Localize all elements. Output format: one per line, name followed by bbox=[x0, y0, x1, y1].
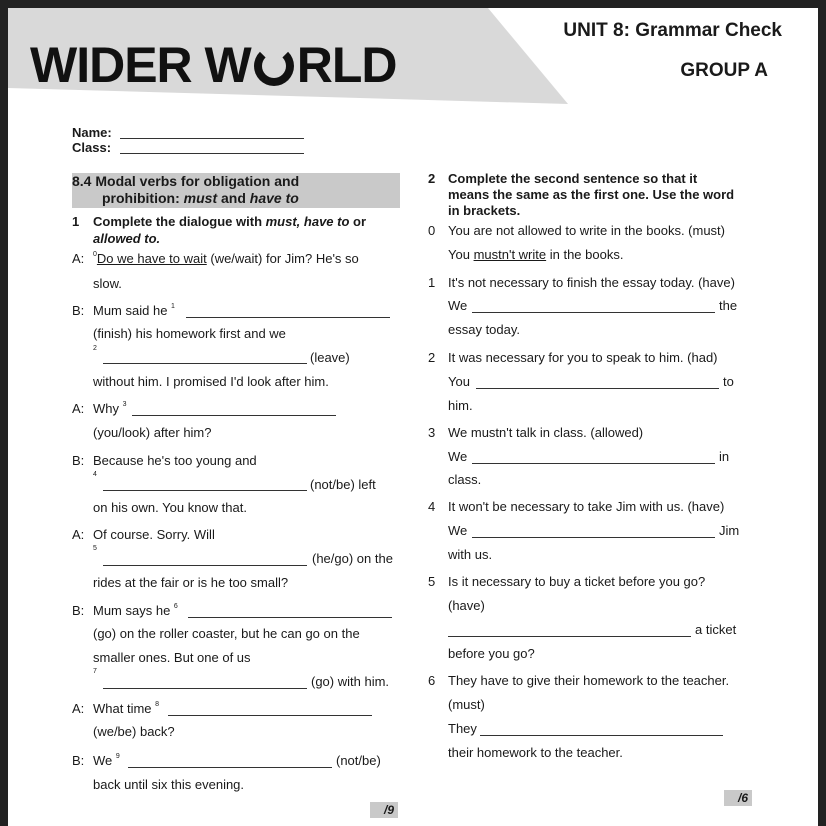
ex2-item-5-number: 5 bbox=[428, 574, 436, 589]
ex1-blank-3[interactable] bbox=[132, 403, 336, 416]
ex1-blank-1[interactable] bbox=[186, 305, 390, 318]
ex1-line-4: Because he's too young and bbox=[93, 453, 257, 468]
ex1-sup-4: 4 bbox=[93, 471, 97, 478]
speaker-b: B: bbox=[72, 603, 85, 618]
ex1-line-1-cont: (finish) his homework first and we bbox=[93, 326, 286, 341]
wider-world-logo: WIDER W RLD bbox=[30, 37, 397, 93]
ex2-item-1-pre: We bbox=[448, 298, 468, 313]
ex2-item-2-cont: him. bbox=[448, 398, 473, 413]
ex2-blank-4[interactable] bbox=[472, 525, 715, 538]
ex2-item-3-pre: We bbox=[448, 449, 468, 464]
ex2-item-4-number: 4 bbox=[428, 499, 436, 514]
ex2-item-5-post: a ticket bbox=[695, 622, 737, 637]
ex1-line-0: $^0$Do we have to wait (we/wait) for Jim? He's so bbox=[93, 251, 359, 266]
ex2-item-6-text2: (must) bbox=[448, 697, 485, 712]
speaker-a: A: bbox=[72, 401, 85, 416]
speaker-b: B: bbox=[72, 753, 85, 768]
speaker-b: B: bbox=[72, 303, 85, 318]
ex1-line-0-cont: slow. bbox=[93, 276, 122, 291]
ex1-number: 1 bbox=[72, 214, 80, 229]
speaker-a: A: bbox=[72, 701, 85, 716]
ex2-item-0-number: 0 bbox=[428, 223, 436, 238]
logo-o-ring-icon bbox=[254, 46, 294, 86]
ex2-blank-6[interactable] bbox=[480, 723, 723, 736]
ex1-hint-4: (not/be) left bbox=[310, 477, 376, 492]
ex1-hint-7: (go) with him. bbox=[311, 674, 390, 689]
speaker-b: B: bbox=[72, 453, 85, 468]
ex2-item-4-post: Jim bbox=[719, 523, 740, 538]
ex2-blank-3[interactable] bbox=[472, 451, 715, 464]
ex1-blank-5[interactable] bbox=[103, 553, 307, 566]
ex2-item-2-number: 2 bbox=[428, 350, 436, 365]
ex1-sup-2: 2 bbox=[93, 345, 97, 352]
ex2-item-1-text: It's not necessary to finish the essay today. (have) bbox=[448, 275, 735, 290]
ex1-line-1: Mum said he $^1$ bbox=[93, 303, 175, 318]
ex2-item-3-post: in bbox=[719, 449, 730, 464]
ex2-instruction-line3: in brackets. bbox=[448, 203, 521, 218]
ex1-line-3-cont: (you/look) after him? bbox=[93, 425, 212, 440]
ex2-instruction-line2: means the same as the first one. Use the word bbox=[448, 187, 735, 202]
name-field[interactable] bbox=[120, 126, 304, 139]
ex1-line-8: What time $^8$ bbox=[93, 701, 160, 716]
ex1-sup-7: 7 bbox=[93, 668, 97, 675]
ex1-blank-8[interactable] bbox=[168, 703, 372, 716]
ex2-item-3-number: 3 bbox=[428, 425, 436, 440]
ex2-item-6-text: They have to give their homework to the teacher. bbox=[448, 673, 730, 688]
ex1-line-4-cont: on his own. You know that. bbox=[93, 500, 247, 515]
ex2-item-1-post: the bbox=[719, 298, 738, 313]
class-field[interactable] bbox=[120, 141, 304, 154]
speaker-a: A: bbox=[72, 527, 85, 542]
ex1-blank-2[interactable] bbox=[103, 351, 307, 364]
ex2-item-5-text: Is it necessary to buy a ticket before you go? bbox=[448, 574, 706, 589]
ex1-blank-9[interactable] bbox=[128, 755, 332, 768]
ex1-score-box: /9 bbox=[370, 802, 398, 818]
ex1-line-5-cont: rides at the fair or is he too small? bbox=[93, 575, 289, 590]
ex2-blank-5[interactable] bbox=[448, 624, 691, 637]
ex2-item-4-text: It won't be necessary to take Jim with us. (have) bbox=[448, 499, 725, 514]
ex2-item-4-pre: We bbox=[448, 523, 468, 538]
ex1-line-2-cont: without him. I promised I'd look after him. bbox=[93, 374, 329, 389]
ex2-item-2-pre: You bbox=[448, 374, 470, 389]
ex1-blank-7[interactable] bbox=[103, 676, 307, 689]
ex1-blank-6[interactable] bbox=[188, 605, 392, 618]
worksheet-page bbox=[8, 8, 818, 826]
ex2-item-1-number: 1 bbox=[428, 275, 436, 290]
ex1-line-6-cont1: (go) on the roller coaster, but he can go on the bbox=[93, 626, 360, 641]
ex2-item-5-text2: (have) bbox=[448, 598, 485, 613]
ex2-item-0-text: You are not allowed to write in the books. (must) bbox=[448, 223, 725, 238]
ex1-instruction-line1: Complete the dialogue with must, have to or bbox=[93, 214, 367, 229]
ex2-number: 2 bbox=[428, 171, 436, 186]
ex1-hint-2: (leave) bbox=[310, 350, 350, 365]
ex2-item-1-cont: essay today. bbox=[448, 322, 521, 337]
ex2-item-6-pre: They bbox=[448, 721, 477, 736]
ex1-line-6: Mum says he $^6$ bbox=[93, 603, 178, 618]
speaker-a: A: bbox=[72, 251, 85, 266]
ex2-item-2-post: to bbox=[723, 374, 734, 389]
ex2-item-0-answer: You mustn't write in the books. bbox=[448, 247, 624, 262]
ex1-line-6-cont2: smaller ones. But one of us bbox=[93, 650, 251, 665]
ex1-blank-4[interactable] bbox=[103, 478, 307, 491]
class-label: Class: bbox=[72, 140, 112, 155]
ex2-blank-2[interactable] bbox=[476, 376, 719, 389]
ex2-item-2-text: It was necessary for you to speak to him. (had) bbox=[448, 350, 718, 365]
ex1-hint-9: (not/be) bbox=[336, 753, 381, 768]
example-answer: mustn't write bbox=[473, 247, 547, 262]
ex2-item-5-cont: before you go? bbox=[448, 646, 535, 661]
ex2-item-3-cont: class. bbox=[448, 472, 482, 487]
section-title-line2: prohibition: must and have to bbox=[102, 190, 299, 206]
ex1-instruction-line2: allowed to. bbox=[93, 231, 161, 246]
ex2-instruction-line1: Complete the second sentence so that it bbox=[448, 171, 698, 186]
group-label: GROUP A bbox=[680, 60, 768, 81]
section-title-line1: 8.4 Modal verbs for obligation and bbox=[72, 173, 300, 189]
ex2-item-6-number: 6 bbox=[428, 673, 436, 688]
example-answer: Do we have to wait bbox=[96, 251, 207, 266]
ex1-sup-5: 5 bbox=[93, 545, 97, 552]
ex2-item-6-cont: their homework to the teacher. bbox=[448, 745, 623, 760]
name-label: Name: bbox=[72, 125, 112, 140]
ex1-line-9: We $^9$ bbox=[93, 753, 120, 768]
ex1-line-5: Of course. Sorry. Will bbox=[93, 527, 215, 542]
ex2-blank-1[interactable] bbox=[472, 300, 715, 313]
ex2-score-box: /6 bbox=[724, 790, 752, 806]
ex1-hint-5: (he/go) on the bbox=[312, 551, 393, 566]
unit-title: UNIT 8: Grammar Check bbox=[563, 20, 782, 41]
ex2-item-4-cont: with us. bbox=[448, 547, 493, 562]
ex1-line-3: Why $^3$ bbox=[93, 401, 127, 416]
ex1-line-9-cont: back until six this evening. bbox=[93, 777, 245, 792]
ex1-line-8-cont: (we/be) back? bbox=[93, 724, 175, 739]
ex2-item-3-text: We mustn't talk in class. (allowed) bbox=[448, 425, 644, 440]
